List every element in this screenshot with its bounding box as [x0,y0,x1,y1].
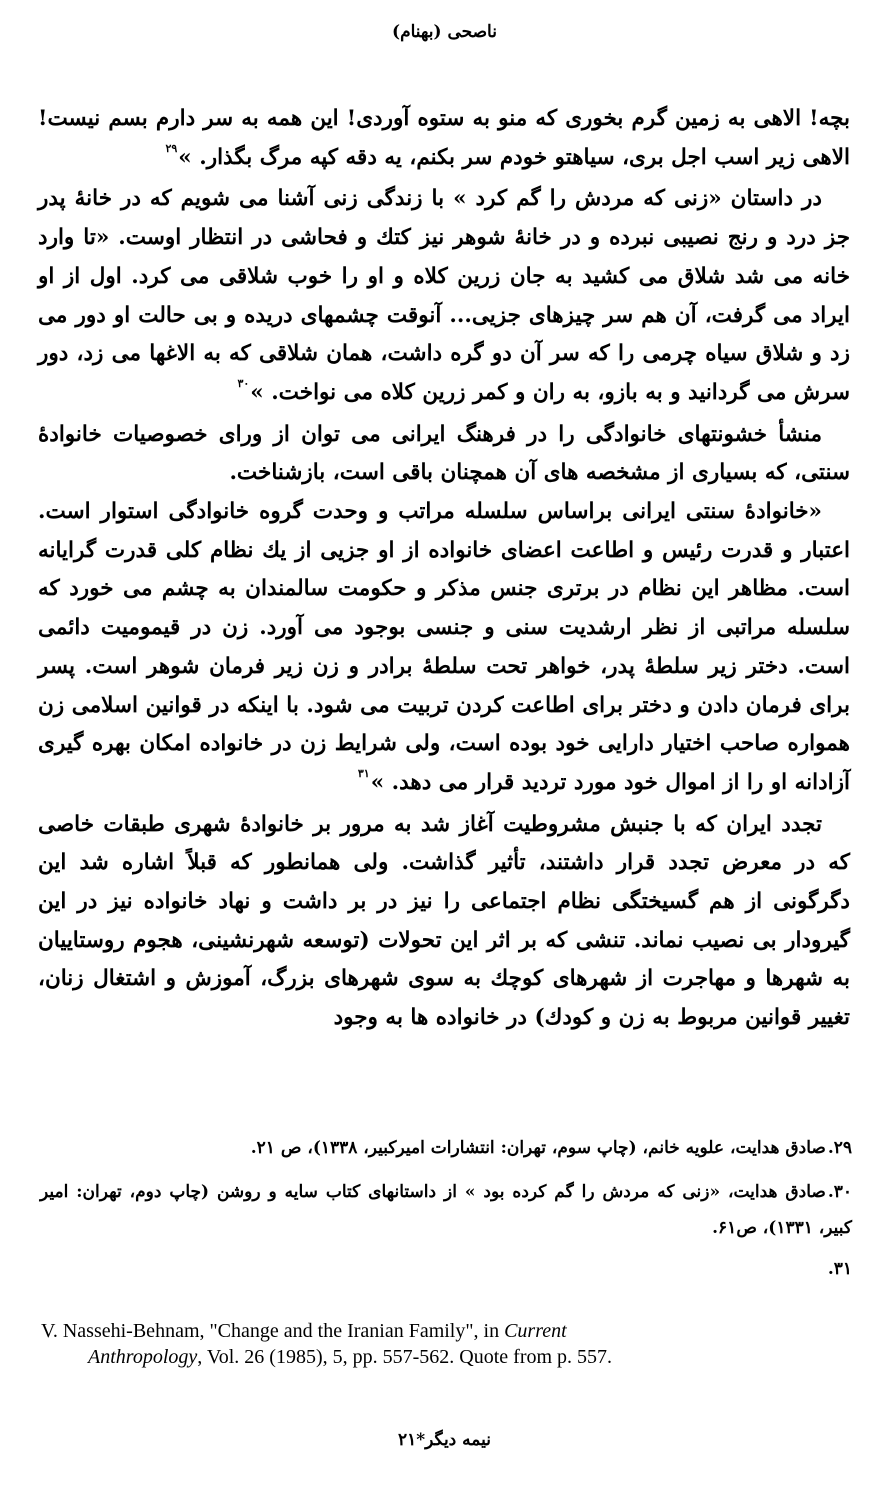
citation-authors-title: V. Nassehi-Behnam, "Change and the Iranian Family", in [41,1320,505,1342]
citation-details: , Vol. 26 (1985), 5, pp. 557-562. Quote from p. 557. [197,1346,613,1368]
paragraph-text: در داستان «زنی که مردش را گم کرد » با زندگی زنی آشنا می شویم که در خانهٔ پدر جز درد و رنج نصیبی نبرده و در خانهٔ شوهر نیز کتك و فحاشی در انتظار اوست. «تا وارد خانه می شد شلاق می کشید به جان زرین کلاه و او را خوب شلاقی می کرد. اول از او ایراد می گرفت، آن هم سر چیزهای جزیی... آنوقت چشمهای دریده و بی حالت او دور می زد و شلاق سیاه چرمی را که سر آن دو گره داشت، همان شلاقی که به الاغها می زد، دور سرش می گردانید و به بازو، به ران و کمر زرین کلاه می نواخت. » [38,186,850,405]
footnote-text: صادق هدایت، علویه خانم، (چاپ سوم، تهران: انتشارات امیرکبیر، ۱۳۳۸)، ص ۲۱. [250,1138,826,1158]
footnote-ref-30[interactable]: ۳۰ [237,376,250,390]
footnote-31-citation [41,1318,851,1370]
body-text [38,100,850,1038]
paragraph-text: بچه! الاهی به زمین گرم بخوری که منو به ستوه آوردی! این همه به سر دارم بسم نیست! الاهی زیر اسب اجل بری، سیاهتو خودم سر بکنم، یه دقه کپه مرگ بگذار. » [38,106,850,170]
page-footer: نیمه دیگر*۲۱ [398,1430,491,1450]
footnote-ref-31[interactable]: ۳۱ [357,766,370,780]
citation-line-2 [41,1344,851,1370]
paragraph-text: منشأ خشونتهای خانوادگی را در فرهنگ ایرانی می توان از ورای خصوصیات خانوادهٔ سنتی، که بسیاری از مشخصه های آن همچنان باقی است، بازشناخت. [38,421,850,486]
footnote-31 [40,1254,852,1284]
footnote-number: ۳۰. [827,1182,852,1202]
running-header: ناصحی (بهنام) [392,22,497,42]
paragraph-text: «خانوادهٔ سنتی ایرانی براساس سلسله مراتب و وحدت گروه خانوادگی استوار است. اعتبار و قدرت رئیس و اطاعت اعضای خانواده از او جزیی از یك نظام کلی قدرت گرایانه است. مظاهر این نظام در برتری جنس مذکر و حکومت سالمندان به چشم می خورد که سلسله مراتبی از نظر ارشدیت سنی و جنسی بوجود می آورد. زن در قیمومیت دائمی است. دختر زیر سلطهٔ پدر، خواهر تحت سلطهٔ برادر و زن زیر فرمان شوهر است. پسر برای فرمان دادن و دختر برای اطاعت کردن تربیت می شود. با اینکه در قوانین اسلامی زن همواره صاحب اختیار دارایی خود بوده است، ولی شرایط زن در خانواده امکان بهره گیری آزادانه او را از اموال خود مورد تردید قرار می دهد. » [38,499,850,795]
footnote-number: ۲۹. [827,1138,852,1158]
paragraph-3 [38,416,850,493]
footnote-text: صادق هدایت، «زنی که مردش را گم کرده بود » از داستانهای کتاب سایه و روشن (چاپ دوم، تهران: امیر کبیر، ۱۳۳۱)، ص۶۱. [40,1182,852,1238]
footnote-29 [40,1130,852,1166]
paragraph-text: تجدد ایران که با جنبش مشروطیت آغاز شد به مرور بر خانوادهٔ شهری طبقات خاصی که در معرض تجدد قرار داشتند، تأثیر گذاشت. ولی همانطور که قبلاً اشاره شد این دگرگونی از هم گسیختگی نظام اجتماعی را نیز در بر داشت و نهاد خانواده نیز در این گیرودار بی نصیب نماند. تنشی که بر اثر این تحولات (توسعه شهرنشینی، هجوم روستاییان به شهرها و مهاجرت از شهرهای کوچك به سوی شهرهای بزرگ، آموزش و اشتغال زنان، تغییر قوانین مربوط به زن و کودك) در خانواده ها به وجود [38,811,850,1031]
paragraph-2 [38,180,850,415]
footnote-number: ۳۱. [827,1259,852,1279]
paragraph-5 [38,806,850,1038]
footnote-30 [40,1174,852,1246]
paragraph-4-quote [38,493,850,806]
citation-journal-part1: Current [504,1320,567,1342]
citation-line-1 [41,1318,851,1344]
footnotes [40,1130,852,1284]
footnote-ref-29[interactable]: ۲۹ [165,141,178,155]
paragraph-1 [38,100,850,180]
citation-journal-part2: Anthropology [88,1346,198,1368]
